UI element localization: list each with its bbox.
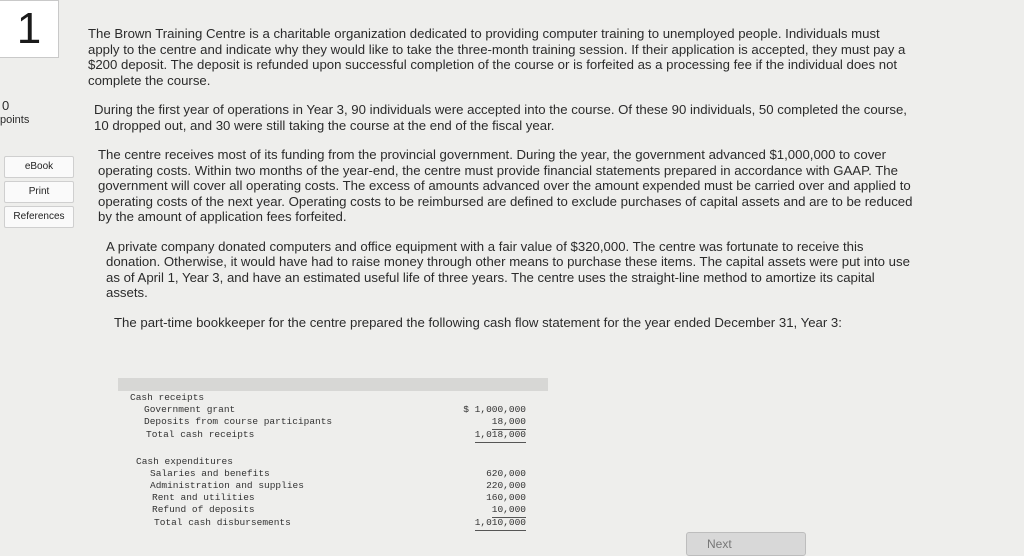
enrollment-paragraph: During the first year of operations in Year 3, 90 individuals were accepted into the course. Of these 90 individuals, 50 completed the course, 10 dropped out, and 30 were still taking the course at the end of the fiscal year. — [94, 102, 907, 133]
ebook-button[interactable]: eBook — [4, 156, 74, 178]
line-label: Rent and utilities — [152, 492, 255, 503]
total-disbursements-row — [118, 517, 548, 530]
statement-intro-paragraph: The part-time bookkeeper for the centre prepared the following cash flow statement for the year ended December 31, Year 3: — [114, 314, 842, 330]
line-amount: 18,000 — [492, 416, 526, 430]
points-value: 0 — [2, 98, 10, 113]
intro-paragraph: The Brown Training Centre is a charitable organization dedicated to providing computer training to unemployed people. Individuals must apply to the centre and indicate why they would like to take the three-month training session. If their application is accepted, they must pay a $200 deposit. The deposit is refunded upon successful completion of the course or is forfeited as a processing fee if the individual does not complete the course. — [88, 26, 906, 88]
donation-paragraph: A private company donated computers and office equipment with a fair value of $320,000. The centre was fortunate to receive this donation. Otherwise, it would have had to raise money through other means to purchase these items. The capital assets were put into use as of April 1, Year 3, and have an estimated useful life of three years. The centre uses the straight-line method to amortize its capital assets. — [106, 238, 910, 300]
expenditures-heading: Cash expenditures — [136, 456, 233, 467]
line-amount: 620,000 — [486, 468, 526, 479]
line-amount: 220,000 — [486, 480, 526, 491]
resource-sidebar — [4, 156, 76, 231]
line-label: Total cash receipts — [146, 429, 255, 440]
question-number: 1 — [0, 0, 59, 58]
receipts-heading: Cash receipts — [130, 392, 205, 403]
statement-row — [118, 416, 548, 429]
line-amount: 10,000 — [492, 504, 526, 518]
funding-paragraph: The centre receives most of its funding from the provincial government. During the year, the government advanced $1,000,000 to cover operating costs. Within two months of the year-end, the centre must provide financial statements prepared in accordance with GAAP. The government will cover all operating costs. The excess of amounts advanced over the amount expended must be carried over and applied to operating costs of the next year. Operating costs to be reimbursed are defined to exclude purchases of capital assets and are to be reduced by the amount of application fees forfeited. — [98, 147, 913, 224]
line-label: Deposits from course participants — [144, 416, 333, 427]
references-button[interactable]: References — [4, 206, 74, 228]
line-label: Total cash disbursements — [154, 517, 291, 528]
line-amount: $ 1,000,000 — [463, 404, 526, 415]
line-label: Government grant — [144, 404, 236, 415]
next-button[interactable]: Next — [686, 532, 806, 556]
line-amount: 160,000 — [486, 492, 526, 503]
line-amount: 1,010,000 — [475, 517, 526, 531]
line-label: Refund of deposits — [152, 504, 255, 515]
problem-text — [88, 26, 918, 344]
line-label: Administration and supplies — [150, 480, 304, 491]
statement-row — [118, 504, 548, 517]
line-amount: 1,018,000 — [475, 429, 526, 443]
statement-header-band — [118, 378, 548, 391]
print-button[interactable]: Print — [4, 181, 74, 203]
points-label: points — [0, 114, 30, 126]
total-receipts-row — [118, 429, 548, 442]
cash-flow-statement — [118, 378, 548, 548]
line-label: Salaries and benefits — [150, 468, 270, 479]
